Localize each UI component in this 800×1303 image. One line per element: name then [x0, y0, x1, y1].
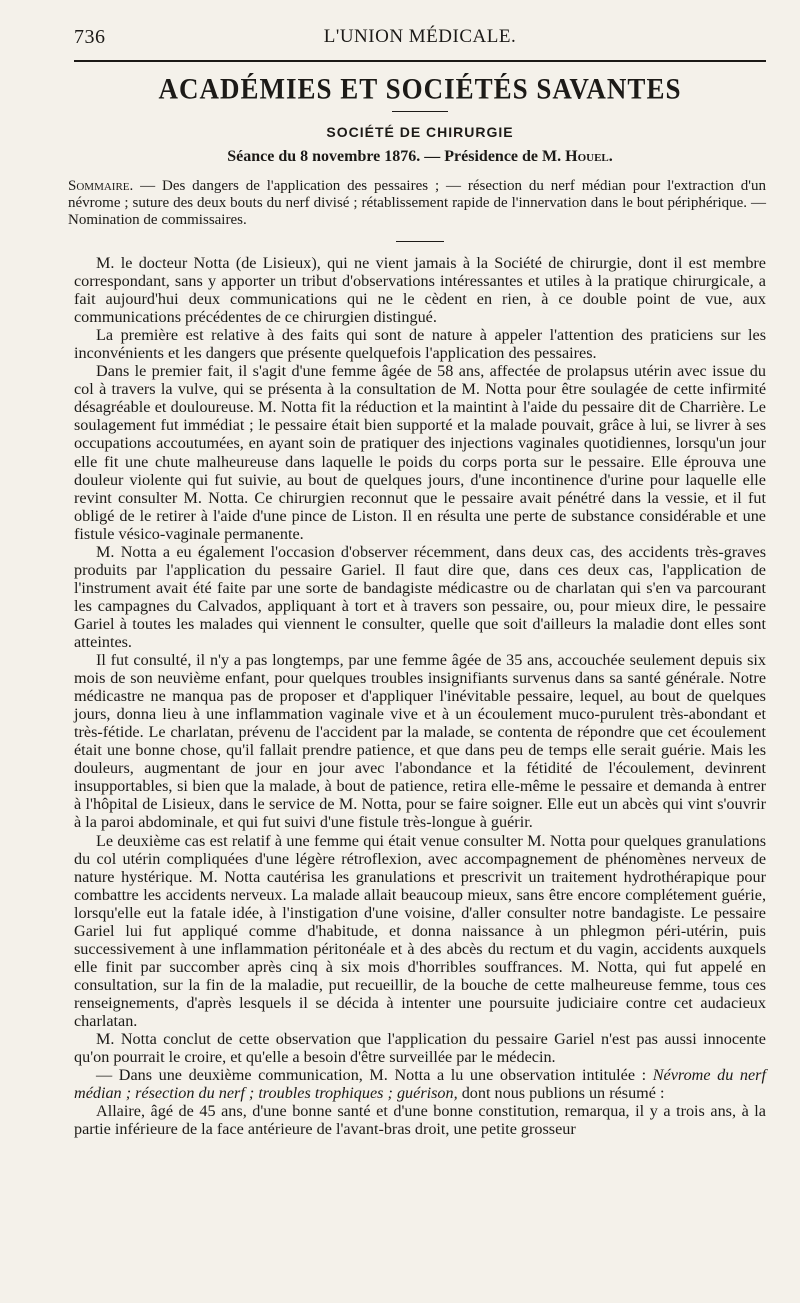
paragraph: Allaire, âgé de 45 ans, d'une bonne santé et d'une bonne constitution, remarqua, il y a trois ans, à la partie inférieure de la face antérieure de l'avant-bras droit, une petite grosseur — [74, 1102, 766, 1139]
seance-line — [74, 148, 766, 166]
paragraph: Dans le premier fait, il s'agit d'une femme âgée de 58 ans, affectée de prolapsus utérin avec issue du col à travers la vulve, qui se présenta à la consultation de M. Notta pour être soulagée de cette infirmité désagréable et douloureuse. M. Notta fit la réduction et la maintint à l'aide du pessaire dit de Charrière. Le soulagement fut immédiat ; le pessaire était bien supporté et la malade pouvait, grâce à lui, se livrer à ses occupations accoutumées, en ayant soin de pratiquer des injections vaginales quotidiennes, lorsqu'un jour elle fit une chute malheureuse dans laquelle le poids du corps porta sur le pessaire. Elle éprouva une douleur violente qui fut suivie, au bout de quelques jours, d'une incontinence d'urine pour laquelle elle revint consulter M. Notta. Ce chirurgien reconnut que le pessaire avait pénétré dans la vessie, et il fut obligé de le retirer à l'aide d'une pince de Liston. Il en résulta une perte de substance considérable et une fistule vésico-vaginale permanente. — [74, 362, 766, 543]
paragraph: Le deuxième cas est relatif à une femme qui était venue consulter M. Notta pour quelques granulations du col utérin compliquées d'une légère rétroflexion, avec accompagnement de phénomènes nerveux de nature hystérique. M. Notta cautérisa les granulations et prescrivit un traitement hydrothérapique pour combattre les accidents nerveux. La malade allait beaucoup mieux, sans être encore complétement guérie, lorsqu'elle eut la fatale idée, à l'instigation d'une voisine, d'aller consulter notre bandagiste. Le pessaire Gariel lui fut appliqué comme d'habitude, et donna naissance à un phlegmon péri-utérin, puis successivement à une inflammation péritonéale et à des abcès du rectum et du vagin, accidents auxquels elle finit par succomber après cinq à six mois d'horribles souffrances. M. Notta, qui fut appelé en consultation, sur la fin de la maladie, put recueillir, de la bouche de cette malheureuse femme, tous ces renseignements, d'après lesquels il se décida à intenter une poursuite judiciaire contre cet audacieux charlatan. — [74, 831, 766, 1030]
seance-president: Houel. — [565, 148, 613, 165]
society-heading: SOCIÉTÉ DE CHIRURGIE — [326, 124, 514, 140]
seance-text: Séance du 8 novembre 1876. — Présidence de M. — [227, 148, 562, 165]
summary-rule — [396, 241, 444, 242]
summary-label: Sommaire. — [68, 178, 134, 194]
paragraph: M. Notta conclut de cette observation que l'application du pessaire Gariel n'est pas aussi innocente qu'on pourrait le croire, et qu'elle a besoin d'être surveillée par le médecin. — [74, 1030, 766, 1067]
page-number: 736 — [74, 26, 106, 48]
paragraph: Il fut consulté, il n'y a pas longtemps, par une femme âgée de 35 ans, accouchée seulement depuis six mois de son neuvième enfant, pour quelques troubles insignifiants survenus dans sa santé générale. Notre médicastre ne manqua pas de proposer et d'appliquer l'inévitable pessaire, lequel, au bout de quelques jours, donna lieu à une inflammation vaginale vive et à un écoulement muco-purulent très-abondant et très-fétide. Le charlatan, prévenu de l'accident par la malade, se contenta de répondre que cet écoulement était une bonne chose, qu'il fallait prendre patience, et que dans peu de temps elle serait guérie. Mais les douleurs, augmentant de jour en jour avec l'abondance et la fétidité de l'écoulement, devinrent insupportables, si bien que la malade, à bout de patience, retira elle-même le pessaire et demanda à entrer à l'hôpital de Lisieux, dans le service de M. Notta, pour se faire soigner. Elle eut un abcès qui vint s'ouvrir à la paroi abdominale, et qui fut suivi d'une fistule très-longue à guérir. — [74, 651, 766, 832]
second-communication-paragraph — [74, 1066, 766, 1102]
summary-text: — Des dangers de l'application des pessaires ; — résection du nerf médian pour l'extraction d'un névrome ; suture des deux bouts du nerf divisé ; rétablissement rapide de l'innervation dans le bout périphérique. — Nomination de commissaires. — [68, 178, 766, 228]
paragraph: M. le docteur Notta (de Lisieux), qui ne vient jamais à la Société de chirurgie, dont il est membre correspondant, sans y apporter un tribut d'observations intéressantes et utiles à la pratique chirurgicale, a fait aujourd'hui deux communications qui ne le cèdent en rien, à ce double point de vue, aux communications précédentes de ce chirurgien distingué. — [74, 254, 766, 327]
journal-title: L'UNION MÉDICALE. — [323, 26, 517, 47]
header-rule — [74, 60, 766, 62]
second-communication-lead: — Dans une deuxième communication, M. Notta a lu une observation intitulée : — [96, 1066, 653, 1085]
running-head — [74, 22, 766, 52]
second-communication-tail: dont nous publions un résumé : — [457, 1084, 665, 1103]
summary — [68, 178, 766, 229]
article-body — [74, 254, 766, 1138]
paragraph: La première est relative à des faits qui sont de nature à appeler l'attention des praticiens sur les inconvénients et les dangers que présente quelquefois l'application des pessaires. — [74, 326, 766, 363]
observation-title: Névrome du nerf médian ; résection du nerf ; troubles trophiques ; guérison, — [74, 1066, 766, 1103]
paragraph: M. Notta a eu également l'occasion d'observer récemment, dans deux cas, des accidents très-graves produits par l'application du pessaire Gariel. Il faut dire que, dans ces deux cas, l'application de l'instrument avait été faite par une sorte de bandagiste médicastre ou de charlatan qui s'en va parcourant les campagnes du Calvados, appliquant à tort et à travers son pessaire, ou, pour mieux dire, le pessaire Gariel à toutes les malades qui viennent le consulter, quelle que soit d'ailleurs la maladie dont elles sont atteintes. — [74, 542, 766, 651]
section-title: ACADÉMIES ET SOCIÉTÉS SAVANTES — [158, 72, 682, 106]
section-rule — [392, 111, 448, 112]
